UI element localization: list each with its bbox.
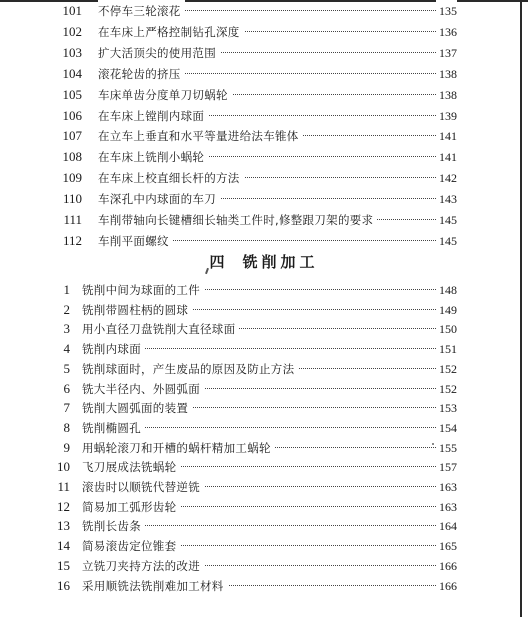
section-title: 铣削加工 xyxy=(242,253,319,271)
entry-title: 扩大活顶尖的使用范围 xyxy=(98,42,220,64)
toc-entry xyxy=(0,105,528,127)
toc-entry xyxy=(0,84,528,106)
entry-title: 飞刀展成法铣蜗轮 xyxy=(82,456,180,478)
entry-number: 108 xyxy=(62,149,82,165)
entry-number: 10 xyxy=(57,459,70,475)
toc-entry xyxy=(0,299,528,321)
entry-page-number: 142 xyxy=(436,167,457,189)
toc-entry xyxy=(0,378,528,400)
entry-number: 102 xyxy=(62,23,82,39)
entry-title: 采用顺铣法铣削难加工材料 xyxy=(82,575,228,597)
entry-title: 滚齿时以顺铣代替逆铣 xyxy=(82,476,204,498)
entry-page-number: 143 xyxy=(436,188,457,210)
entry-title: 铣削带圆柱柄的圆球 xyxy=(82,299,192,321)
toc-entry xyxy=(0,456,528,478)
entry-page-number: 141 xyxy=(436,125,457,147)
toc-entry xyxy=(0,397,528,419)
section-number: 四 xyxy=(209,253,229,271)
toc-entry xyxy=(0,555,528,577)
entry-title: 车床单齿分度单刀切蜗轮 xyxy=(98,84,232,106)
toc-entry xyxy=(0,575,528,597)
toc-entry xyxy=(0,417,528,439)
entry-number: 112 xyxy=(62,232,82,248)
entry-title: 车深孔中内球面的车刀 xyxy=(98,188,220,210)
entry-title: 车削平面螺纹 xyxy=(98,230,173,252)
entry-number: 14 xyxy=(57,538,70,554)
entry-page-number: 145 xyxy=(436,209,457,231)
entry-number: 4 xyxy=(63,341,70,357)
entry-page-number: 157 xyxy=(436,456,457,478)
entry-title: 简易加工弧形齿轮 xyxy=(82,496,180,518)
entry-page-number: 152 xyxy=(436,378,457,400)
entry-title: 铣削长齿条 xyxy=(82,515,145,537)
toc-entry xyxy=(0,515,528,537)
toc-entry xyxy=(0,167,528,189)
toc-entry xyxy=(0,476,528,498)
toc-entry xyxy=(0,63,528,85)
entry-number: 7 xyxy=(63,400,70,416)
toc-entry xyxy=(0,42,528,64)
entry-title: 简易滚齿定位锥套 xyxy=(82,535,180,557)
entry-page-number: 149 xyxy=(436,299,457,321)
entry-number: 101 xyxy=(62,3,82,18)
entry-title: 在车床上镗削内球面 xyxy=(98,105,208,127)
toc-entry xyxy=(0,209,528,231)
entry-number: 1 xyxy=(63,282,70,297)
entry-page-number: 153 xyxy=(436,397,457,419)
entry-title: 在车床上校直细长杆的方法 xyxy=(98,167,244,189)
entry-number: 2 xyxy=(63,301,70,317)
entry-page-number: 139 xyxy=(436,105,457,127)
entry-title: 用小直径刀盘铣削大直径球面 xyxy=(82,318,239,340)
entry-page-number: 145 xyxy=(436,230,457,252)
entry-page-number: 137 xyxy=(436,42,457,64)
entry-number: 104 xyxy=(62,65,82,81)
toc-entry xyxy=(0,318,528,340)
entry-page-number: 155 xyxy=(436,437,457,459)
entry-title: 铣大半径内、外圆弧面 xyxy=(82,378,204,400)
toc-entry xyxy=(0,0,528,22)
scan-speck xyxy=(432,443,434,445)
toc-entry xyxy=(0,535,528,557)
entry-page-number: 148 xyxy=(436,279,457,301)
entry-number: 103 xyxy=(62,44,82,60)
entry-number: 111 xyxy=(63,212,82,227)
entry-number: 105 xyxy=(62,86,82,102)
entry-title: 铣削椭圆孔 xyxy=(82,417,145,439)
entry-number: 5 xyxy=(63,360,70,376)
entry-number: 12 xyxy=(57,498,70,514)
entry-title: 不停车三轮滚花 xyxy=(98,0,185,22)
toc-entry xyxy=(0,146,528,168)
toc-entry xyxy=(0,358,528,380)
entry-number: 8 xyxy=(63,419,70,435)
entry-title: 在车床上铣削小蜗轮 xyxy=(98,146,208,168)
entry-number: 110 xyxy=(62,191,82,207)
entry-number: 109 xyxy=(62,170,82,186)
entry-page-number: 141 xyxy=(436,146,457,168)
entry-page-number: 138 xyxy=(436,63,457,85)
entry-title: 铣削球面时，产生废品的原因及防止方法 xyxy=(82,358,298,380)
entry-page-number: 138 xyxy=(436,84,457,106)
entry-page-number: 135 xyxy=(436,0,457,22)
entry-number: 107 xyxy=(62,128,82,144)
entry-title: 铣削大圆弧面的装置 xyxy=(82,397,192,419)
entry-number: 13 xyxy=(57,518,70,534)
entry-page-number: 152 xyxy=(436,358,457,380)
toc-entry xyxy=(0,230,528,252)
entry-number: 11 xyxy=(57,479,70,494)
entry-title: 在车床上严格控制钻孔深度 xyxy=(98,21,244,43)
entry-number: 3 xyxy=(63,321,70,337)
entry-page-number: 163 xyxy=(436,476,457,498)
entry-title: 立铣刀夹持方法的改进 xyxy=(82,555,204,577)
entry-number: 6 xyxy=(63,380,70,396)
entry-page-number: 166 xyxy=(436,555,457,577)
toc-entry xyxy=(0,338,528,360)
entry-page-number: 165 xyxy=(436,535,457,557)
toc-entry xyxy=(0,125,528,147)
entry-title: 滚花轮齿的挤压 xyxy=(98,63,185,85)
toc-entry xyxy=(0,437,528,459)
entry-title: 用蜗轮滚刀和开槽的蜗杆精加工蜗轮 xyxy=(82,437,275,459)
entry-page-number: 164 xyxy=(436,515,457,537)
entry-page-number: 136 xyxy=(436,21,457,43)
entry-title: 铣削中间为球面的工件 xyxy=(82,279,204,301)
toc-entry xyxy=(0,496,528,518)
entry-number: 16 xyxy=(57,577,70,593)
entry-page-number: 166 xyxy=(436,575,457,597)
toc-entry xyxy=(0,21,528,43)
entry-number: 9 xyxy=(63,439,70,455)
toc-entry xyxy=(0,188,528,210)
entry-page-number: 151 xyxy=(436,338,457,360)
entry-page-number: 150 xyxy=(436,318,457,340)
entry-page-number: 163 xyxy=(436,496,457,518)
entry-title: 车削带轴向长键槽细长轴类工件时,修整跟刀架的要求 xyxy=(98,209,377,231)
toc-entry xyxy=(0,279,528,301)
entry-title: 在立车上垂直和水平等量进给法车锥体 xyxy=(98,125,303,147)
entry-number: 106 xyxy=(62,107,82,123)
entry-number: 15 xyxy=(57,557,70,573)
entry-page-number: 154 xyxy=(436,417,457,439)
section-heading xyxy=(0,251,528,272)
entry-title: 铣削内球面 xyxy=(82,338,145,360)
